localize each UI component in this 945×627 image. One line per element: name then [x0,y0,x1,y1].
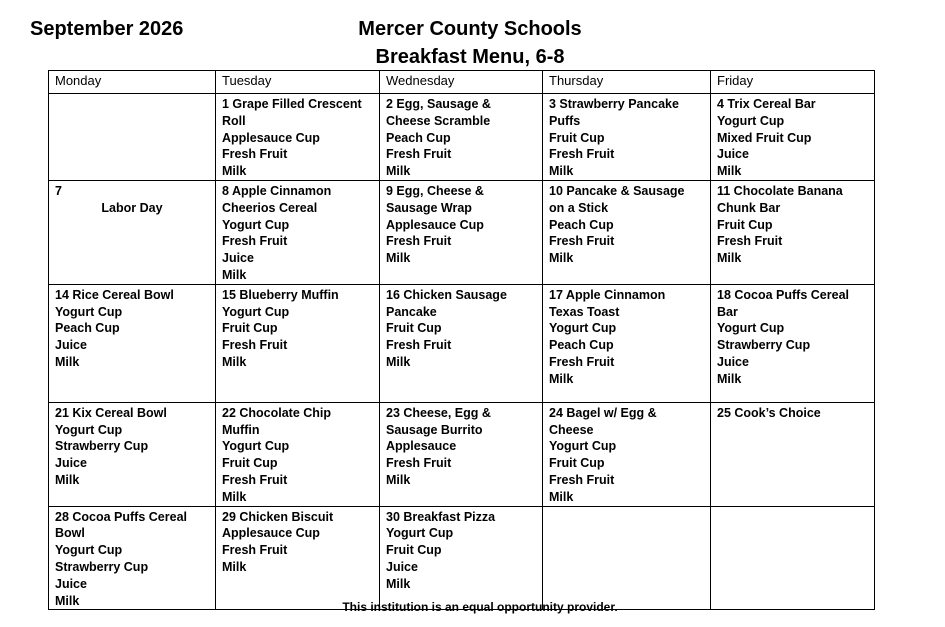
menu-item: Milk [549,164,574,179]
menu-item: Fruit Cup [222,456,278,471]
menu-item: Milk [222,354,247,369]
day-cell [711,284,875,402]
menu-item: Fruit Cup [549,456,605,471]
day-cell [216,402,380,506]
day-cell [216,506,380,610]
weekday-wednesday: Wednesday [380,71,543,94]
menu-item: Yogurt Cup [55,543,123,558]
menu-item-entree: 23 Cheese, Egg & [386,405,491,420]
weekday-monday: Monday [49,71,216,94]
breakfast-menu-calendar [48,70,875,610]
menu-item: Juice [717,354,749,369]
menu-item: Yogurt Cup [55,304,123,319]
menu-item: Yogurt Cup [222,217,290,232]
weekday-header-row [49,71,875,94]
menu-item: Milk [222,559,247,574]
menu-item: Applesauce Cup [222,526,320,541]
menu-item: Pancake [386,304,437,319]
menu-item: Fresh Fruit [717,234,783,249]
menu-title: Breakfast Menu, 6-8 [375,46,565,68]
week-row [49,284,875,402]
day-cell [380,284,543,402]
day-cell [543,506,711,610]
day-cell [49,284,216,402]
menu-item: Fruit Cup [222,321,278,336]
menu-item: Yogurt Cup [717,113,785,128]
menu-item-entree: 22 Chocolate Chip [222,405,332,420]
day-cell [543,402,711,506]
day-cell [711,402,875,506]
menu-item: Milk [222,164,247,179]
menu-item: Cheerios Cereal [222,200,318,215]
week-row [49,180,875,284]
menu-item-entree: 9 Egg, Cheese & [386,183,484,198]
week-row [49,506,875,610]
week-row [49,94,875,181]
menu-item: Fruit Cup [717,217,773,232]
day-cell [543,284,711,402]
menu-item: Cheese Scramble [386,113,491,128]
day-cell [49,180,216,284]
week-row [49,402,875,506]
menu-item: Sausage Burrito [386,422,483,437]
day-cell [49,94,216,181]
menu-item-entree: 1 Grape Filled Crescent [222,97,362,111]
equal-opportunity-statement: This institution is an equal opportunity provider. [342,600,618,614]
menu-item: Fresh Fruit [222,234,288,249]
menu-item: Fresh Fruit [386,147,452,162]
menu-item: Juice [717,147,749,162]
menu-item: Fruit Cup [386,543,442,558]
menu-item: Peach Cup [549,338,614,353]
menu-item: Milk [386,472,411,487]
menu-item-entree: 30 Breakfast Pizza [386,509,496,524]
menu-item: Yogurt Cup [717,321,785,336]
menu-item: Milk [55,354,80,369]
day-cell [380,180,543,284]
menu-item: Milk [55,472,80,487]
menu-item: Juice [222,251,254,266]
menu-item: Juice [386,559,418,574]
menu-item: Fresh Fruit [222,147,288,162]
menu-item-entree: 18 Cocoa Puffs Cereal [717,287,849,302]
menu-item: Milk [549,371,574,386]
menu-item: Fresh Fruit [222,338,288,353]
day-cell [711,180,875,284]
menu-item-entree: 14 Rice Cereal Bowl [55,287,174,302]
menu-item-entree: 25 Cook’s Choice [717,405,821,420]
day-cell [49,402,216,506]
day-cell [216,94,380,181]
menu-item-entree: 10 Pancake & Sausage [549,183,685,198]
menu-item: Yogurt Cup [222,439,290,454]
menu-item-entree: 15 Blueberry Muffin [222,287,339,302]
menu-item-entree: 4 Trix Cereal Bar [717,97,816,111]
day-cell [543,180,711,284]
menu-item: Yogurt Cup [222,304,290,319]
menu-item: Peach Cup [386,130,451,145]
menu-item-entree: 28 Cocoa Puffs Cereal [55,509,187,524]
day-cell [711,506,875,610]
menu-item: Yogurt Cup [386,526,454,541]
day-cell [49,506,216,610]
district-title: Mercer County Schools [358,18,582,40]
menu-item: Strawberry Cup [717,338,811,353]
menu-item-entree: 8 Apple Cinnamon [222,183,332,198]
menu-item: Milk [386,354,411,369]
menu-item: Yogurt Cup [549,439,617,454]
day-cell [380,402,543,506]
menu-item: Muffin [222,422,260,437]
menu-item-entree: 17 Apple Cinnamon [549,287,666,302]
menu-item: Fresh Fruit [386,338,452,353]
menu-item-entree: 7 [55,183,62,198]
menu-item: Fruit Cup [386,321,442,336]
menu-item: Peach Cup [549,217,614,232]
menu-item: Milk [717,164,742,179]
day-cell [216,180,380,284]
menu-item: Puffs [549,113,581,128]
menu-item: Fresh Fruit [386,456,452,471]
day-cell [711,94,875,181]
menu-item-entree: 2 Egg, Sausage & [386,97,491,111]
menu-item: Milk [386,251,411,266]
day-cell [380,94,543,181]
menu-item: Applesauce Cup [222,130,320,145]
menu-item-entree: 29 Chicken Biscuit [222,509,334,524]
menu-item: Peach Cup [55,321,120,336]
menu-item: Milk [549,251,574,266]
weekday-thursday: Thursday [543,71,711,94]
day-cell [216,284,380,402]
menu-item: Milk [55,593,80,608]
menu-item: Milk [717,251,742,266]
day-cell [543,94,711,181]
menu-item: Milk [222,489,247,504]
menu-item: Juice [55,338,87,353]
menu-item: Yogurt Cup [55,422,123,437]
menu-item: Fresh Fruit [549,472,615,487]
menu-item: Fresh Fruit [549,354,615,369]
menu-item: Fruit Cup [549,130,605,145]
menu-item-entree: 3 Strawberry Pancake [549,97,679,111]
menu-item: Applesauce Cup [386,217,484,232]
holiday-label: Labor Day [101,200,163,215]
menu-item: Cheese [549,422,594,437]
menu-item: Milk [549,489,574,504]
menu-item: Fresh Fruit [222,543,288,558]
menu-item: Texas Toast [549,304,620,319]
menu-item: Roll [222,113,246,128]
menu-item: Milk [386,164,411,179]
weekday-friday: Friday [711,71,875,94]
menu-item: Fresh Fruit [222,472,288,487]
weekday-tuesday: Tuesday [216,71,380,94]
menu-month: September 2026 [30,18,184,40]
menu-item: Fresh Fruit [386,234,452,249]
menu-item: Milk [386,576,411,591]
menu-item: Fresh Fruit [549,234,615,249]
menu-item: Mixed Fruit Cup [717,130,812,145]
menu-item: Sausage Wrap [386,200,472,215]
menu-item-entree: 24 Bagel w/ Egg & [549,405,657,420]
menu-item: Milk [222,267,247,282]
menu-item: Milk [717,371,742,386]
menu-item-entree: 11 Chocolate Banana [717,183,843,198]
menu-item: Strawberry Cup [55,439,149,454]
menu-item: on a Stick [549,200,609,215]
menu-item: Juice [55,456,87,471]
day-cell [380,506,543,610]
menu-item: Strawberry Cup [55,559,149,574]
menu-item: Bar [717,304,738,319]
menu-item-entree: 16 Chicken Sausage [386,287,507,302]
menu-item: Juice [55,576,87,591]
menu-item: Chunk Bar [717,200,781,215]
menu-item: Bowl [55,526,85,541]
menu-item: Fresh Fruit [549,147,615,162]
menu-item: Yogurt Cup [549,321,617,336]
menu-item-entree: 21 Kix Cereal Bowl [55,405,167,420]
menu-item: Applesauce [386,439,457,454]
